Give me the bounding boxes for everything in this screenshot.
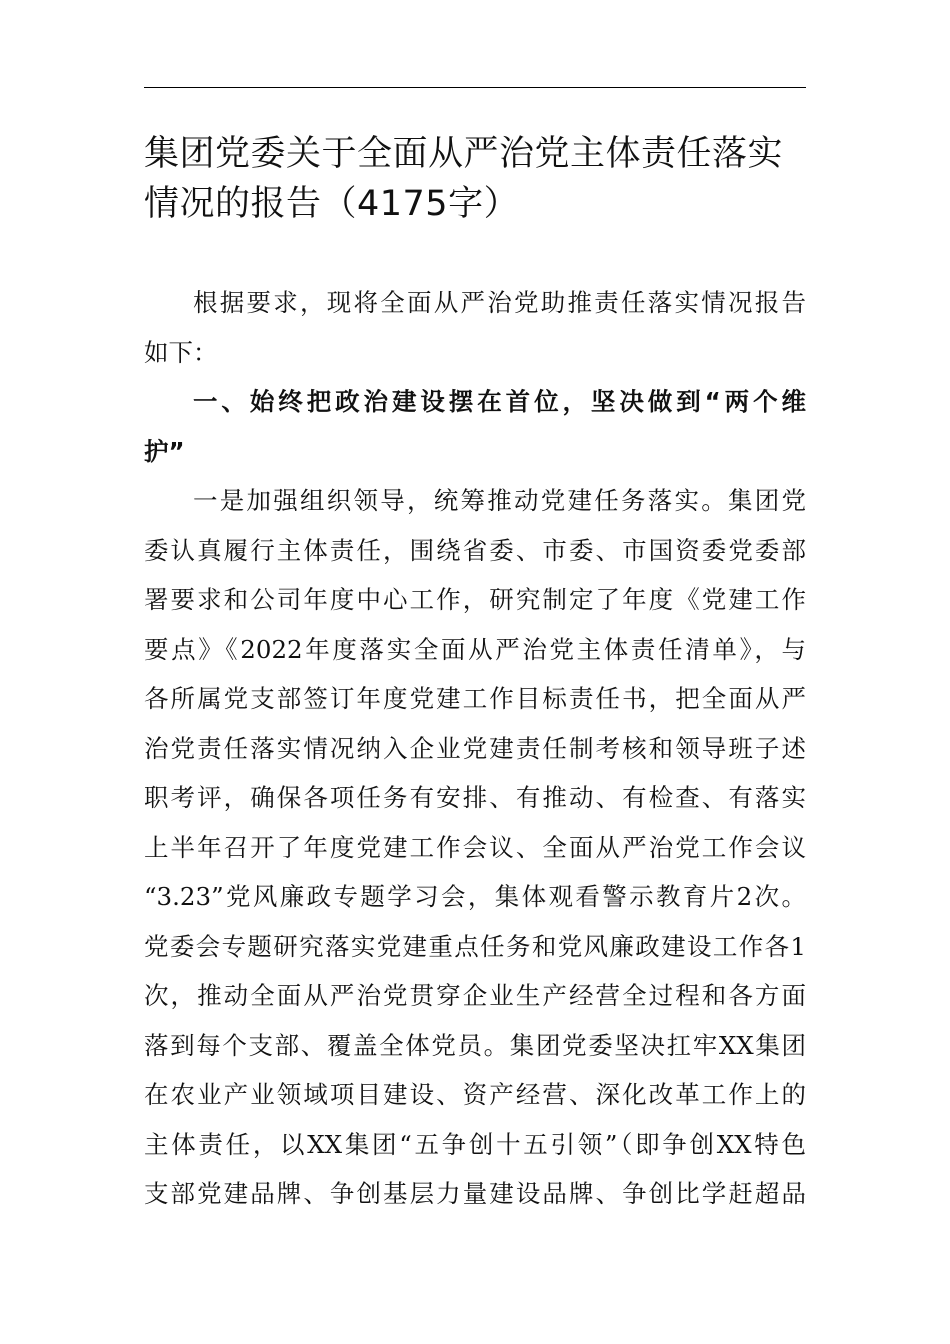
paragraph-line: 支部党建品牌、争创基层力量建设品牌、争创比学赶超品 (144, 1179, 806, 1208)
header-rule (144, 87, 806, 88)
paragraph-line: 主体责任，以XX集团“五争创十五引领”（即争创XX特色 (144, 1129, 806, 1159)
document-title (144, 130, 824, 229)
title-line: 集团党委关于全面从严治党主体责任落实 (144, 134, 784, 174)
paragraph-line: 党委会专题研究落实党建重点任务和党风廉政建设工作各1 (144, 931, 806, 961)
heading-line: 护” (144, 436, 185, 466)
paragraph-line: 署要求和公司年度中心工作，研究制定了年度《党建工作 (144, 585, 806, 614)
body-paragraph (144, 476, 806, 1219)
paragraph-line: 治党责任落实情况纳入企业党建责任制考核和领导班子述 (144, 733, 806, 763)
paragraph-line: 职考评，确保各项任务有安排、有推动、有检查、有落实 (144, 783, 806, 812)
paragraph-line: 在农业产业领域项目建设、资产经营、深化改革工作上的 (144, 1080, 806, 1109)
section-heading (144, 377, 806, 476)
paragraph-line: 落到每个支部、覆盖全体党员。集团党委坚决扛牢XX集团 (144, 1030, 806, 1060)
paragraph-line: 委认真履行主体责任，围绕省委、市委、市国资委党委部 (144, 535, 806, 565)
intro-paragraph (144, 278, 806, 377)
title-line: 情况的报告（4175字） (144, 183, 520, 224)
paragraph-line: “3.23”党风廉政专题学习会，集体观看警示教育片2次。 (144, 882, 806, 911)
paragraph-line: 上半年召开了年度党建工作会议、全面从严治党工作会议 (144, 832, 806, 862)
paragraph-line: 各所属党支部签订年度党建工作目标责任书，把全面从严 (144, 684, 806, 713)
heading-line: 一、始终把政治建设摆在首位，坚决做到“两个维 (193, 387, 806, 416)
paragraph-line: 次，推动全面从严治党贯穿企业生产经营全过程和各方面 (144, 981, 806, 1010)
paragraph-line: 如下： (144, 337, 218, 367)
paragraph-line: 要点》《2022年度落实全面从严治党主体责任清单》，与 (144, 634, 806, 664)
paragraph-line: 一是加强组织领导，统筹推动党建任务落实。集团党 (193, 486, 806, 515)
paragraph-line: 根据要求，现将全面从严治党助推责任落实情况报告 (193, 288, 806, 317)
